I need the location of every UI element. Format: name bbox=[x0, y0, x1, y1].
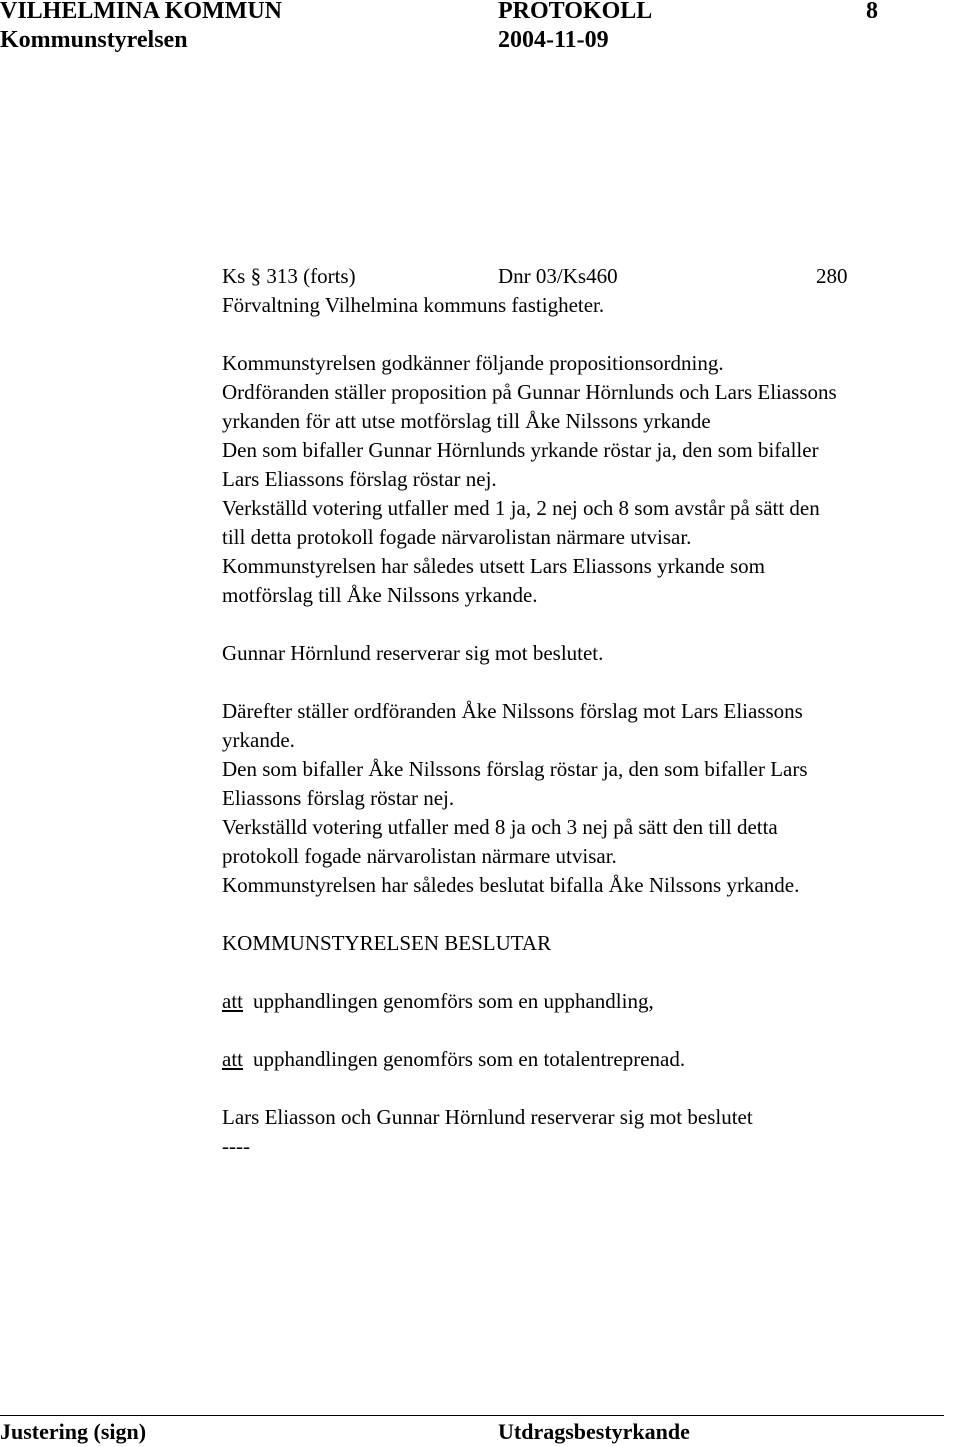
decision-item bbox=[222, 1045, 960, 1074]
text-line: Den som bifaller Åke Nilssons förslag röstar ja, den som bifaller Lars bbox=[222, 757, 808, 781]
case-number: Dnr 03/Ks460 bbox=[498, 264, 618, 288]
text-line: protokoll fogade närvarolistan närmare utvisar. bbox=[222, 844, 617, 868]
document-type: PROTOKOLL bbox=[498, 0, 653, 24]
page-number: 8 bbox=[866, 0, 878, 24]
text-line: Eliassons förslag röstar nej. bbox=[222, 786, 455, 810]
text-line: Därefter ställer ordföranden Åke Nilssons förslag mot Lars Eliassons bbox=[222, 699, 803, 723]
text-line: yrkande. bbox=[222, 728, 295, 752]
decision-item bbox=[222, 987, 960, 1016]
text-line: Kommunstyrelsen har således beslutat bifalla Åke Nilssons yrkande. bbox=[222, 873, 800, 897]
extract-certification-label: Utdragsbestyrkande bbox=[498, 1419, 690, 1444]
signature-label: Justering (sign) bbox=[0, 1419, 147, 1444]
municipality-name: VILHELMINA KOMMUN bbox=[0, 0, 282, 24]
text-line: Kommunstyrelsen godkänner följande propositionsordning. bbox=[222, 351, 724, 375]
att-marker: att bbox=[222, 989, 243, 1013]
text-line: Ordföranden ställer proposition på Gunnar Hörnlunds och Lars Eliassons bbox=[222, 380, 837, 404]
paragraph-reference: Ks § 313 (forts) bbox=[222, 264, 356, 288]
reservation-statement: Lars Eliasson och Gunnar Hörnlund reserverar sig mot beslutet bbox=[222, 1105, 753, 1129]
decision-heading: KOMMUNSTYRELSEN BESLUTAR bbox=[222, 931, 552, 955]
text-line: yrkanden för att utse motförslag till Åke Nilssons yrkande bbox=[222, 409, 711, 433]
text-line: till detta protokoll fogade närvarolistan närmare utvisar. bbox=[222, 525, 692, 549]
reservation-line: Gunnar Hörnlund reserverar sig mot beslutet. bbox=[222, 641, 604, 665]
committee-name: Kommunstyrelsen bbox=[0, 27, 188, 53]
decision-item-text: upphandlingen genomförs som en upphandling, bbox=[253, 989, 654, 1013]
text-line: Verkställd votering utfaller med 8 ja och 3 nej på sätt den till detta bbox=[222, 815, 778, 839]
end-marker: ---- bbox=[222, 1134, 250, 1158]
item-number: 280 bbox=[816, 264, 848, 288]
reference-row bbox=[222, 262, 960, 291]
text-line: Lars Eliassons förslag röstar nej. bbox=[222, 467, 497, 491]
footer-divider bbox=[0, 1415, 944, 1416]
text-line: Verkställd votering utfaller med 1 ja, 2 nej och 8 som avstår på sätt den bbox=[222, 496, 820, 520]
minutes-body bbox=[222, 262, 960, 1161]
decision-item-text: upphandlingen genomförs som en totalentreprenad. bbox=[253, 1047, 686, 1071]
att-marker: att bbox=[222, 1047, 243, 1071]
text-line: Den som bifaller Gunnar Hörnlunds yrkande röstar ja, den som bifaller bbox=[222, 438, 819, 462]
text-line: motförslag till Åke Nilssons yrkande. bbox=[222, 583, 538, 607]
subject-line: Förvaltning Vilhelmina kommuns fastigheter. bbox=[222, 293, 605, 317]
meeting-date: 2004-11-09 bbox=[498, 27, 609, 53]
text-line: Kommunstyrelsen har således utsett Lars Eliassons yrkande som bbox=[222, 554, 765, 578]
